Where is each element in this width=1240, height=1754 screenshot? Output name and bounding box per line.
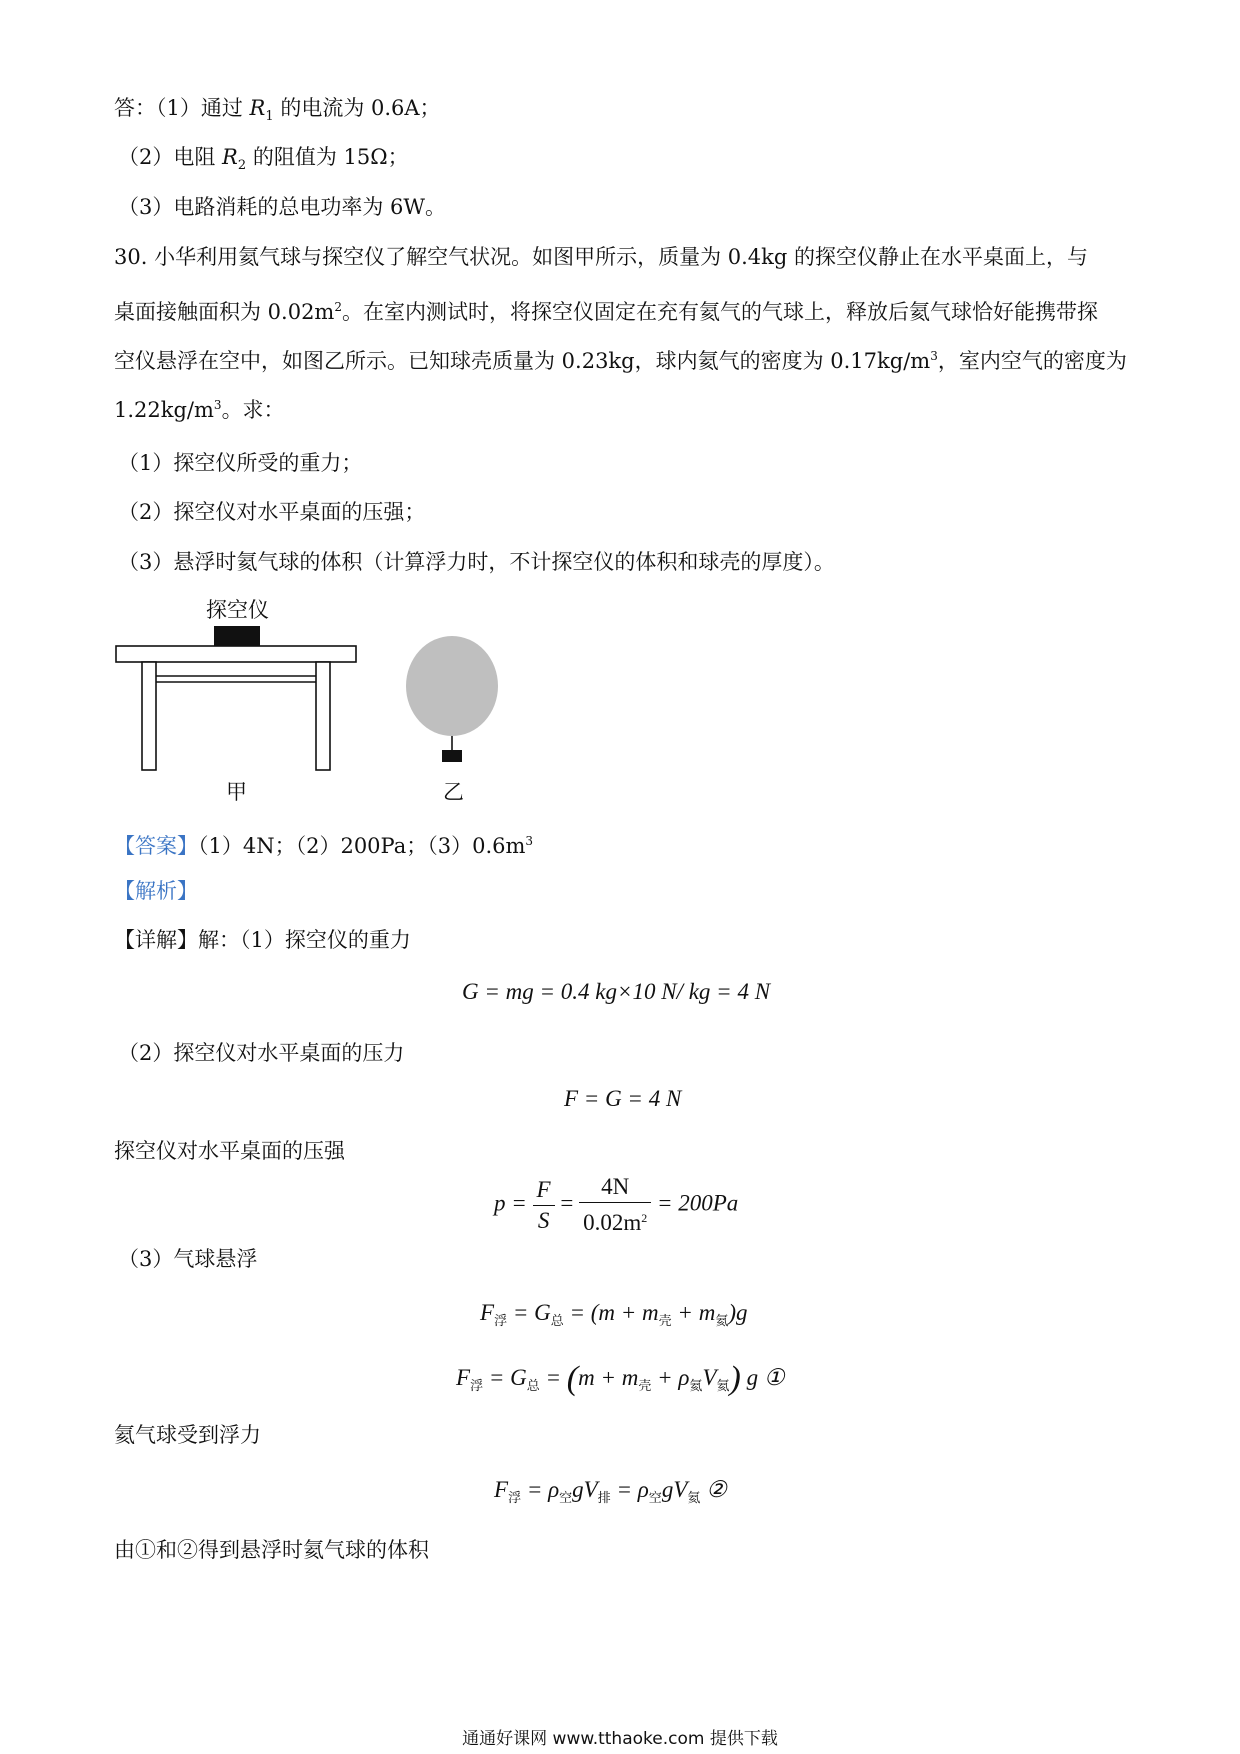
detail-line-1: 【详解】解：（1）探空仪的重力 bbox=[114, 928, 411, 952]
hanging-device bbox=[442, 750, 462, 762]
t: F bbox=[494, 1477, 509, 1502]
table-leg-left bbox=[142, 662, 156, 770]
fraction-f-over-s bbox=[533, 1175, 555, 1236]
detail-line-5: 氦气球受到浮力 bbox=[114, 1423, 261, 1447]
question-paragraph-line-4 bbox=[114, 391, 285, 424]
t: F bbox=[456, 1365, 471, 1390]
t: gV bbox=[661, 1477, 688, 1502]
sub: 空 bbox=[648, 1490, 662, 1505]
paren-open: ( bbox=[566, 1360, 579, 1397]
answer-tag: 【答案】 bbox=[114, 834, 198, 858]
device-label: 探空仪 bbox=[206, 598, 269, 622]
t: = ρ bbox=[610, 1477, 649, 1502]
prev-answer-line-3: （3）电路消耗的总电功率为 6W。 bbox=[118, 195, 446, 219]
sub: 壳 bbox=[658, 1313, 672, 1328]
prev-answer-line-2 bbox=[118, 143, 409, 180]
page-footer: 通通好课网 www.tthaoke.com 提供下载 bbox=[462, 1729, 778, 1749]
superscript: 3 bbox=[930, 349, 938, 363]
analysis-tag: 【解析】 bbox=[114, 879, 198, 903]
equation-buoyancy-3 bbox=[494, 1475, 727, 1513]
t: = ρ bbox=[521, 1477, 560, 1502]
detail-line-4: （3）气球悬浮 bbox=[118, 1247, 258, 1271]
t: )g bbox=[728, 1300, 748, 1325]
denominator bbox=[579, 1202, 651, 1238]
t: g ① bbox=[740, 1365, 785, 1390]
subscript: 2 bbox=[237, 158, 247, 173]
fraction-values bbox=[579, 1172, 651, 1238]
t: gV bbox=[572, 1477, 598, 1502]
sub: 排 bbox=[597, 1490, 611, 1505]
numerator: 4N bbox=[601, 1174, 630, 1199]
text: 答：（1）通过 bbox=[114, 96, 250, 120]
text: 的电流为 0.6A； bbox=[273, 96, 441, 120]
t: V bbox=[702, 1365, 717, 1390]
sub: 空 bbox=[559, 1490, 573, 1505]
paren-close: ) bbox=[729, 1360, 741, 1397]
superscript: 3 bbox=[213, 398, 222, 412]
text: 0.02m bbox=[583, 1210, 642, 1235]
t: ② bbox=[700, 1477, 727, 1502]
text: （2）电阻 bbox=[118, 145, 223, 169]
t: = G bbox=[483, 1365, 527, 1390]
subscript: 1 bbox=[265, 109, 274, 124]
equation-buoyancy-2 bbox=[456, 1360, 785, 1401]
text: 的阻值为 15Ω； bbox=[246, 145, 409, 169]
balloon bbox=[406, 636, 498, 736]
superscript: 2 bbox=[641, 1211, 648, 1225]
figure-caption-yi: 乙 bbox=[443, 780, 464, 804]
sub: 氦 bbox=[715, 1313, 729, 1328]
table-top bbox=[116, 646, 356, 662]
var: R bbox=[222, 145, 238, 169]
superscript: 2 bbox=[334, 300, 342, 314]
detail-line-3: 探空仪对水平桌面的压强 bbox=[114, 1139, 345, 1163]
sub: 氦 bbox=[689, 1378, 703, 1393]
equation-pressure bbox=[494, 1172, 738, 1238]
t: + ρ bbox=[651, 1365, 690, 1390]
equation-buoyancy-1 bbox=[480, 1298, 748, 1336]
detail-line-6: 由①和②得到悬浮时氦气球的体积 bbox=[114, 1538, 429, 1562]
sub: 浮 bbox=[470, 1378, 484, 1393]
text: 桌面接触面积为 0.02m bbox=[114, 300, 335, 324]
t: m + m bbox=[578, 1365, 639, 1390]
equation-gravity: G = mg = 0.4 kg×10 N/ kg = 4 N bbox=[462, 979, 771, 1004]
sub-question-2: （2）探空仪对水平桌面的压强； bbox=[118, 500, 426, 524]
t: F bbox=[480, 1300, 495, 1325]
t: + m bbox=[671, 1300, 716, 1325]
question-paragraph-line-3 bbox=[114, 342, 1127, 375]
sub: 氦 bbox=[716, 1378, 730, 1393]
detail-line-2: （2）探空仪对水平桌面的压力 bbox=[118, 1041, 405, 1065]
text: 1.22kg/m bbox=[114, 398, 214, 422]
lhs: p = bbox=[494, 1190, 527, 1216]
figure-caption-jia: 甲 bbox=[226, 780, 247, 804]
sub: 总 bbox=[550, 1313, 564, 1328]
table-leg-right bbox=[316, 662, 330, 770]
sub: 总 bbox=[526, 1378, 540, 1393]
prev-answer-line-1 bbox=[114, 94, 441, 131]
sub-question-1: （1）探空仪所受的重力； bbox=[118, 451, 363, 475]
answer-line bbox=[114, 827, 533, 860]
t: = G bbox=[507, 1300, 551, 1325]
text: 空仪悬浮在空中，如图乙所示。已知球壳质量为 0.23kg，球内氦气的密度为 0.17kg/m bbox=[114, 349, 931, 373]
device-block bbox=[214, 626, 260, 646]
sub: 壳 bbox=[638, 1378, 652, 1393]
sub-question-3: （3）悬浮时氦气球的体积（计算浮力时，不计探空仪的体积和球壳的厚度）。 bbox=[118, 550, 835, 574]
t: = (m + m bbox=[563, 1300, 659, 1325]
rhs: = 200Pa bbox=[656, 1190, 739, 1216]
equals: = bbox=[560, 1190, 574, 1216]
text: 。在室内测试时，将探空仪固定在充有氦气的气球上，释放后氦气球恰好能携带探 bbox=[342, 300, 1098, 324]
sub: 氦 bbox=[687, 1490, 701, 1505]
equation-force: F = G = 4 N bbox=[564, 1086, 682, 1111]
numerator: F bbox=[536, 1176, 551, 1202]
t: = bbox=[539, 1365, 567, 1390]
superscript: 3 bbox=[525, 834, 534, 848]
sub: 浮 bbox=[508, 1490, 522, 1505]
answer-text: （1）4N；（2）200Pa；（3）0.6m bbox=[198, 834, 526, 858]
sub: 浮 bbox=[494, 1313, 508, 1328]
var: R bbox=[249, 96, 266, 120]
question-paragraph-line-1: 30. 小华利用氦气球与探空仪了解空气状况。如图甲所示，质量为 0.4kg 的探空仪静止在水平桌面上，与 bbox=[114, 245, 1088, 269]
question-paragraph-line-2 bbox=[114, 293, 1098, 326]
denominator: S bbox=[533, 1205, 555, 1236]
text: 。求： bbox=[221, 398, 285, 422]
text: ，室内空气的密度为 bbox=[937, 349, 1127, 373]
